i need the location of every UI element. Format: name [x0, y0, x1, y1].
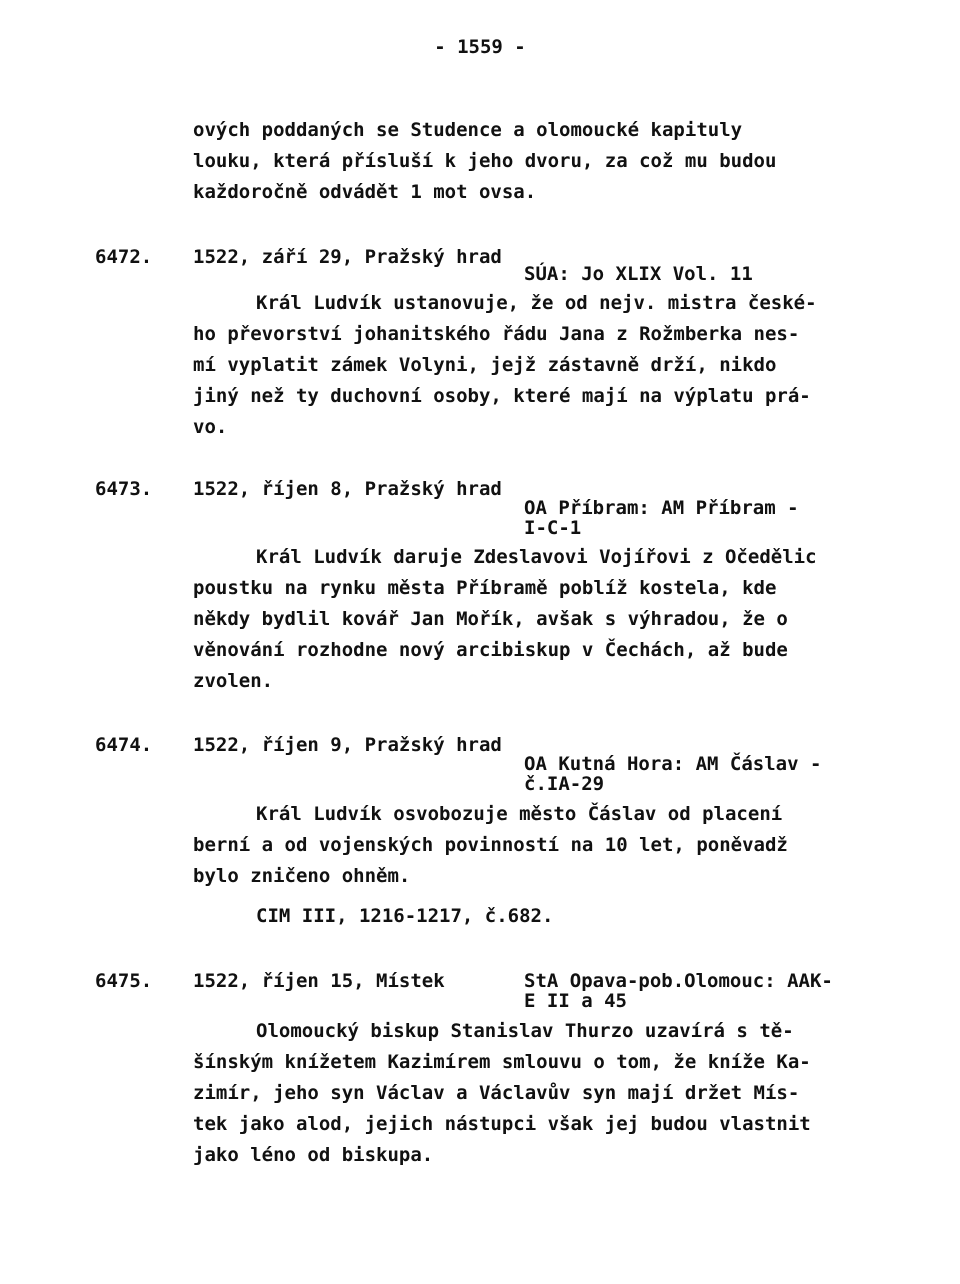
continuation-line: ových poddaných se Studence a olomoucké kapituly	[193, 119, 743, 141]
entry-text-line: Olomoucký biskup Stanislav Thurzo uzavírá s tě-	[256, 1020, 794, 1042]
page-number: - 1559 -	[434, 36, 526, 58]
entry-text-line: berní a od vojenských povinností na 10 let, poněvadž	[193, 834, 788, 856]
entry-number: 6474.	[95, 734, 153, 756]
entry-number: 6472.	[95, 246, 153, 268]
entry-source: OA Příbram: AM Příbram -	[524, 497, 799, 519]
entry-header: 1522, říjen 9, Pražský hrad	[193, 734, 502, 756]
entry-header: 1522, říjen 15, Místek	[193, 970, 445, 992]
entry-source: StA Opava-pob.Olomouc: AAK-	[524, 970, 833, 992]
entry-number: 6475.	[95, 970, 153, 992]
entry-text-line: ho převorství johanitského řádu Jana z Rožmberka nes-	[193, 323, 800, 345]
entry-citation: CIM III, 1216-1217, č.682.	[256, 905, 554, 927]
entry-source: I-C-1	[524, 517, 582, 539]
entry-text-line: tek jako alod, jejich nástupci však jej budou vlastnit	[193, 1113, 811, 1135]
entry-source: OA Kutná Hora: AM Čáslav -	[524, 753, 822, 775]
entry-source: SÚA: Jo XLIX Vol. 11	[524, 263, 753, 285]
entry-text-line: Král Ludvík ustanovuje, že od nejv. mistra české-	[256, 292, 817, 314]
entry-text-line: bylo zničeno ohněm.	[193, 865, 411, 887]
continuation-line: louku, která přísluší k jeho dvoru, za což mu budou	[193, 150, 777, 172]
entry-text-line: mí vyplatit zámek Volyni, jejž zástavně drží, nikdo	[193, 354, 777, 376]
entry-header: 1522, říjen 8, Pražský hrad	[193, 478, 502, 500]
entry-number: 6473.	[95, 478, 153, 500]
entry-header: 1522, září 29, Pražský hrad	[193, 246, 502, 268]
entry-text-line: vo.	[193, 416, 228, 438]
entry-source: E II a 45	[524, 990, 627, 1012]
entry-text-line: zimír, jeho syn Václav a Václavův syn mají držet Mís-	[193, 1082, 800, 1104]
entry-text-line: Král Ludvík daruje Zdeslavovi Vojířovi z Očedělic	[256, 546, 817, 568]
entry-text-line: jiný než ty duchovní osoby, které mají na výplatu prá-	[193, 385, 811, 407]
entry-text-line: věnování rozhodne nový arcibiskup v Čechách, až bude	[193, 639, 788, 661]
entry-text-line: jako léno od biskupa.	[193, 1144, 434, 1166]
entry-text-line: poustku na rynku města Příbramě poblíž kostela, kde	[193, 577, 777, 599]
entry-text-line: Král Ludvík osvobozuje město Čáslav od placení	[256, 803, 783, 825]
entry-text-line: šínským knížetem Kazimírem smlouvu o tom, že kníže Ka-	[193, 1051, 811, 1073]
entry-text-line: někdy bydlil kovář Jan Mořík, avšak s výhradou, že o	[193, 608, 788, 630]
continuation-line: každoročně odvádět 1 mot ovsa.	[193, 181, 537, 203]
entry-text-line: zvolen.	[193, 670, 274, 692]
entry-source: č.IA-29	[524, 773, 605, 795]
